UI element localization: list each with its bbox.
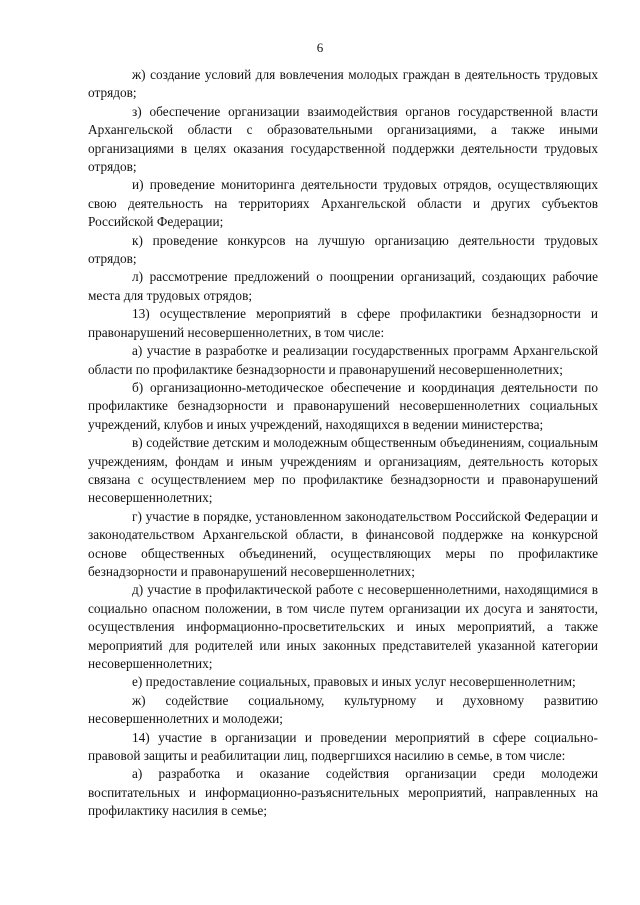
paragraph-k-contests: к) проведение конкурсов на лучшую организацию деятельности трудовых отрядов;	[88, 232, 598, 267]
paragraph-d-prevention-work: д) участие в профилактической работе с несовершеннолетними, находящимися в социально опасном положении, в том числе путем организации их досуга и занятости, осуществления информационно-просветительских и иных мероприятий, а также мероприятий для родителей или иных законных представителей указанной категории несовершеннолетних;	[88, 582, 598, 671]
paragraph-13-prevention: 13) осуществление мероприятий в сфере профилактики безнадзорности и правонарушений несовершеннолетних, в том числе:	[88, 306, 598, 340]
paragraph-z-interaction: з) обеспечение организации взаимодействия органов государственной власти Архангельской области с образовательными организациями, а также иными организациями в целях оказания государственной поддержки деятельности трудовых отрядов;	[88, 103, 598, 175]
document-body	[88, 66, 598, 821]
paragraph-b-coordination: б) организационно-методическое обеспечение и координация деятельности по профилактике безнадзорности и правонарушений несовершеннолетних социальных учреждений, клубов и иных учреждений, находящихся в ведении министерства;	[88, 379, 598, 432]
paragraph-14-protection: 14) участие в организации и проведении мероприятий в сфере социально-правовой защиты и реабилитации лиц, подвергшихся насилию в семье, в том числе:	[88, 729, 598, 764]
paragraph-zh-labor-teams: ж) создание условий для вовлечения молодых граждан в деятельность трудовых отрядов;	[88, 67, 598, 101]
paragraph-a-violence-prevention: а) разработка и оказание содействия организации среди молодежи воспитательных и информационно-разъяснительных мероприятий, направленных на профилактику насилия в семье;	[88, 766, 598, 819]
paragraph-i-monitoring: и) проведение мониторинга деятельности трудовых отрядов, осуществляющих свою деятельность на территориях Архангельской области и других субъектов Российской Федерации;	[88, 177, 598, 230]
paragraph-e-services: е) предоставление социальных, правовых и иных услуг несовершеннолетним;	[132, 674, 576, 690]
paragraph-g-financial: г) участие в порядке, установленном законодательством Российской Федерации и законодательством Архангельской области, в финансовой поддержке на конкурсной основе общественных объединений, осуществляющих меры по профилактике безнадзорности и правонарушений несовершеннолетних;	[88, 508, 598, 579]
paragraph-l-incentives: л) рассмотрение предложений о поощрении организаций, создающих рабочие места для трудовых отрядов;	[88, 269, 598, 303]
paragraph-a-programs: а) участие в разработке и реализации государственных программ Архангельской области по профилактике безнадзорности и правонарушений несовершеннолетних;	[88, 343, 598, 377]
paragraph-v-support: в) содействие детским и молодежным общественным объединениям, социальным учреждениям, фондам и иным учреждениям и организациям, деятельность которых связана с осуществлением мер по профилактике безнадзорности и правонарушений несовершеннолетних;	[88, 435, 598, 506]
paragraph-zh-development: ж) содействие социальному, культурному и духовному развитию несовершеннолетних и молодежи;	[88, 692, 598, 727]
page-number: 6	[316, 40, 324, 55]
